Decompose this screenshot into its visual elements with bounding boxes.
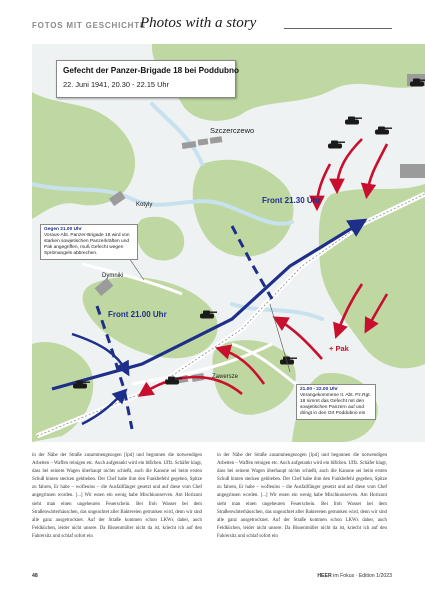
place-dymniki: Dymniki — [102, 273, 124, 279]
section-label-de: FOTOS MIT GESCHICHTE — [32, 21, 147, 30]
place-kotyly: Kotyly — [136, 202, 153, 208]
place-szczerczewo: Szczerczewo — [210, 126, 255, 135]
annotation-left — [40, 224, 138, 260]
header-rule — [284, 28, 392, 29]
publication-edition: im Fokus · Edition 1/2023 — [331, 573, 392, 579]
map-subtitle: 22. Juni 1941, 20.30 - 22.15 Uhr — [63, 80, 170, 89]
map-title-box — [56, 60, 240, 98]
body-column-right: in der Nähe der Straße zusammengezogen [lpd] und begonnen die notwendigen Arbeiten – Waffen reinigen etc. Auch aufgetankt wird ein bißchen. Uffz. Schäfer klagt, dass bei seinem Wagen überhaupt nichts schießt, auch die Kanone sei beim ersten Schuß hinten stecken geblieben. Der Chef habe ihm den Funkbefehl gegeben, Spitze zu fahren, Er habe – wofleulos – die Ausfallfänger gesetzt und auf diese vom Chef angegrinsen worden. [...] Wir essen ein wenig habe Mischkonserven. Am Horizont sieht man einen ungeheuren Feuerschein. Bei froh Wasser bei dem Straßenwärterhäuschen, das ungeachtet aller Baktereien getrunken wird, denn wir sind alle ganz ausgetrocknet. Auf der Straße kommen schon LKWs daher, auch Feldküchen, leider nicht unsere. Da Bissenmüller nicht da ist, kriecht ich auf den Fahrersitz und schlaf sofort ein — [217, 453, 387, 539]
annotation-left-time: Gegen 21.00 Uhr — [44, 227, 82, 232]
publication-brand: HEER — [317, 573, 332, 579]
annotation-right — [296, 384, 376, 420]
section-label-en: Photos with a story — [140, 15, 257, 31]
page-footer — [32, 573, 392, 583]
front-2130-label: Front 21.30 Uhr — [262, 196, 321, 205]
pak-label: + Pak — [329, 344, 349, 353]
body-column-left: in der Nähe der Straße zusammengezogen [lpd] und begonnen die notwendigen Arbeiten – Waffen reinigen etc. Auch aufgetankt wird ein bißchen. Uffz. Schäfer klagt, dass bei seinem Wagen überhaupt nichts schießt, auch die Kanone sei beim ersten Schuß hinten stecken geblieben. Der Chef habe ihm den Funkbefehl gegeben, Spitze zu fahren, Er habe – wofleulos – die Ausfallfänger gesetzt und auf diese vom Chef angegrinsen worden. [...] Wir essen ein wenig habe Mischkonserven. Am Horizont sieht man einen ungeheuren Feuerschein. Bei froh Wasser bei dem Straßenwärterhäuschen, das ungeachtet aller Baktereien getrunken wird, denn wir sind alle ganz ausgetrocknet. Auf der Straße kommen schon LKWs daher, auch Feldküchen, leider nicht unsere. Da Bissenmüller nicht da ist, kriecht ich auf den Fahrersitz und schlaf sofort ein — [32, 453, 202, 539]
annotation-right-time: 21.00 - 22.00 Uhr — [300, 387, 338, 392]
page-number: 48 — [32, 573, 38, 579]
annotation-left-text: Voraus-Abt. Panzer-Brigade 18 wird von starken sowjetischen Panzerkräften und Pak angegriffen, muß Gefecht wegen Spritmangels abbrechen. — [44, 233, 130, 256]
map-title: Gefecht der Panzer-Brigade 18 bei Poddubno — [63, 66, 240, 75]
front-2100-label: Front 21.00 Uhr — [108, 310, 167, 319]
page-header — [32, 16, 392, 38]
annotation-right-text: Verangekommene II. Abt. Pz.Rgt. 18 nimmt das Gefecht mit den sowjetischen Panzern auf und dringt in den Ort Poddubno ein — [300, 393, 371, 416]
publication-info — [317, 573, 392, 579]
place-zawersze: Zawersze — [212, 374, 239, 380]
battle-map — [32, 44, 425, 442]
